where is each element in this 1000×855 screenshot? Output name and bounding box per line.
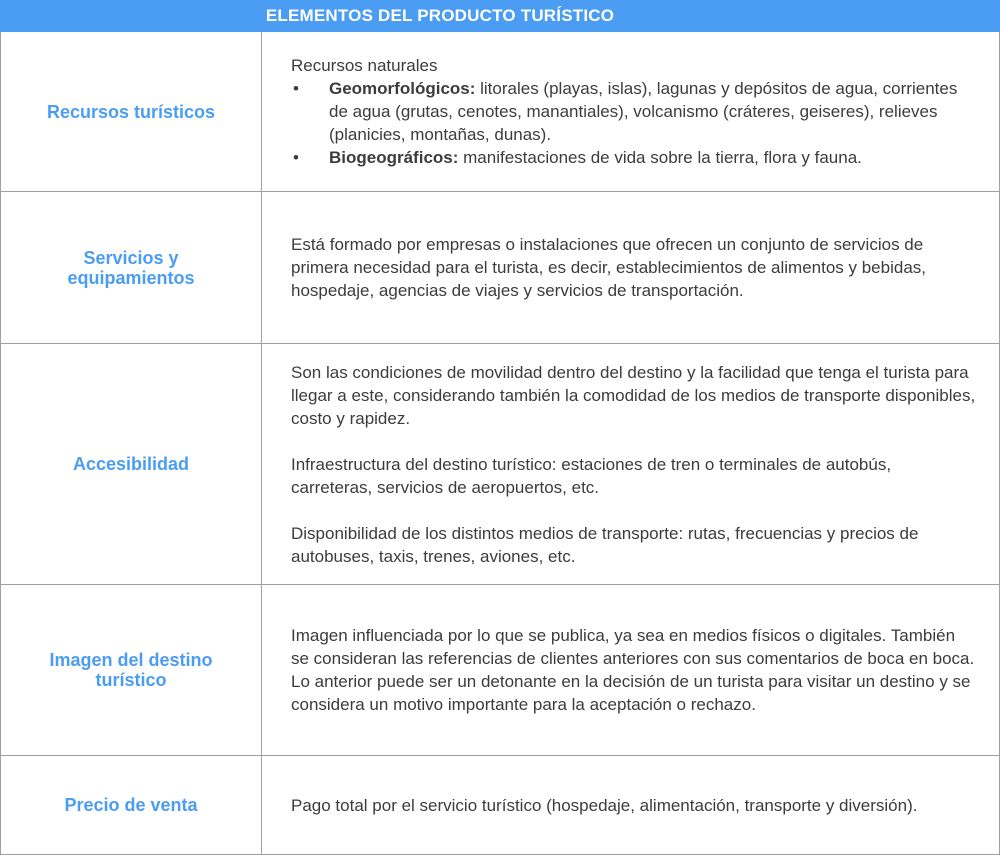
row-content [291,794,917,817]
bullet-list [291,77,977,169]
row-label-cell [1,756,262,854]
row-paragraph: Pago total por el servicio turístico (hospedaje, alimentación, transporte y diversión). [291,795,918,815]
list-item [291,146,977,169]
table-row [0,756,1000,855]
row-content [291,54,977,169]
row-paragraph: Infraestructura del destino turístico: estaciones de tren o terminales de autobús, carreteras, servicios de aeropuertos, etc. [291,454,892,497]
row-intro: Recursos naturales [291,56,438,75]
row-label: Servicios y equipamientos [67,247,195,288]
row-paragraph: Imagen influenciada por lo que se publica, ya sea en medios físicos o digitales. También se consideran las referencias de clientes anteriores con sus comentarios de boca en boca. Lo anterior puede ser un detonante en la decisión de un turista para visitar un destino y se considera un motivo importante para la aceptación o rechazo. [291,626,975,714]
bullet-text: litorales (playas, islas), lagunas y depósitos de agua, corrientes de agua (grutas, cenotes, manantiales), volcanismo (cráteres, geiseres), relieves (planicies, montañas, dunas). [329,79,958,144]
row-label: Recursos turísticos [46,101,216,122]
row-paragraph: Está formado por empresas o instalaciones que ofrecen un conjunto de servicios de primera necesidad para el turista, es decir, establecimientos de alimentos y bebidas, hospedaje, agencias de viajes y servicios de transportación. [291,235,927,300]
bullet-term: Geomorfológicos: [329,79,476,98]
bullet-icon: • [293,148,299,167]
table-row [0,32,1000,192]
row-content [291,233,977,302]
row-label-cell [1,585,262,755]
row-content-cell [263,344,999,584]
row-label: Precio de venta [64,795,198,815]
row-content-cell [263,585,999,755]
bullet-term: Biogeográficos: [329,148,459,167]
table-header [0,0,1000,32]
list-item [291,77,977,146]
row-content-cell [263,192,999,343]
row-paragraph: Disponibilidad de los distintos medios de transporte: rutas, frecuencias y precios de autobuses, taxis, trenes, aviones, etc. [291,523,919,566]
row-paragraph: Son las condiciones de movilidad dentro del destino y la facilidad que tenga el turista para llegar a este, considerando también la comodidad de los medios de transporte disponibles, costo y rapidez. [291,362,976,428]
row-label: Accesibilidad [72,454,190,474]
row-label-cell [1,192,262,343]
row-content-cell [263,32,999,191]
table-title: ELEMENTOS DEL PRODUCTO TURÍSTICO [265,6,615,25]
table-row [0,585,1000,756]
table-row [0,192,1000,344]
bullet-text: manifestaciones de vida sobre la tierra, flora y fauna. [458,148,862,167]
row-label-cell [1,32,262,191]
row-content [291,361,977,568]
row-label: Imagen del destino turístico [49,650,213,690]
bullet-icon: • [293,79,299,98]
table-row [0,344,1000,585]
row-content-cell [263,756,999,854]
row-label-cell [1,344,262,584]
row-content [291,624,977,716]
